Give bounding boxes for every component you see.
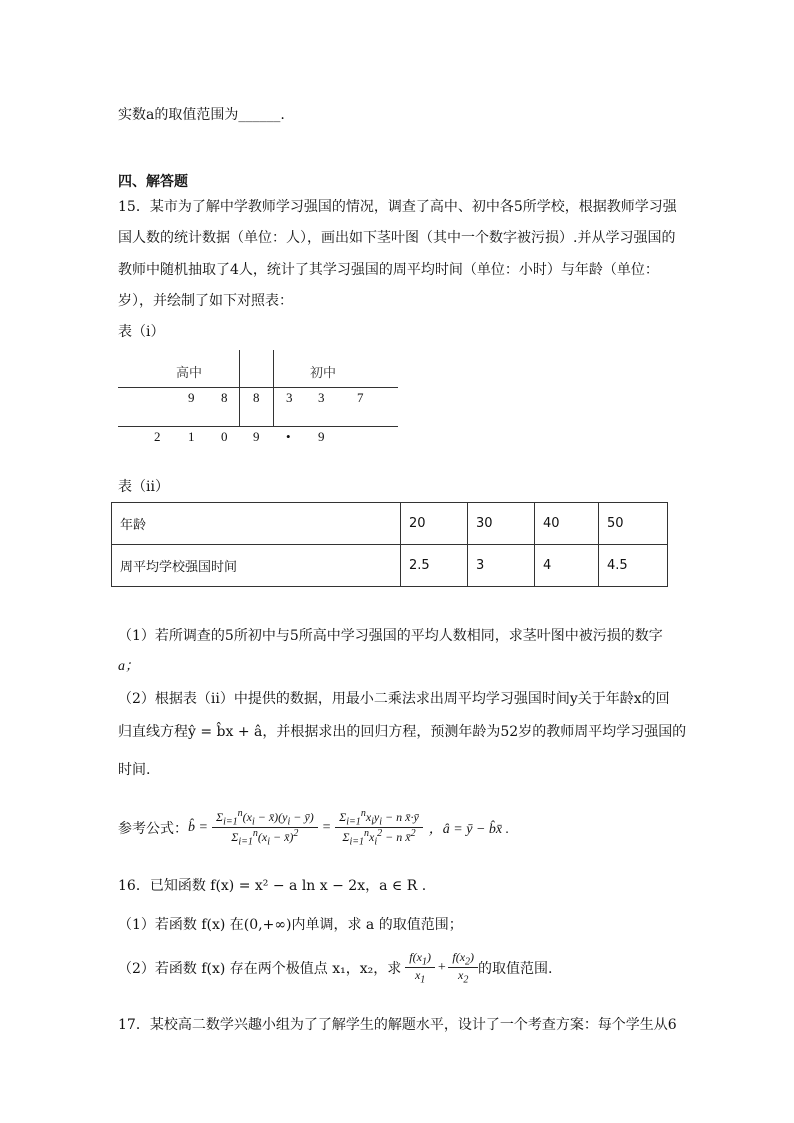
q15-line3: 教师中随机抽取了4人，统计了其学习强国的周平均时间（单位：小时）与年龄（单位：: [118, 262, 659, 278]
q15-line2: 国人数的统计数据（单位：人），画出如下茎叶图（其中一个数字被污损）.并从学习强国的: [118, 230, 676, 246]
stem: 9: [253, 429, 260, 444]
stem-leaf-plot: [118, 348, 398, 444]
q16-line1: 16．已知函数 f(x) = x² − a ln x − 2x，a ∈ R .: [118, 878, 427, 894]
leaf: 9: [188, 390, 195, 405]
formula-fraction-2: $\frac{\Sigma_{i=1}^nx_iy_i - n x̄\cdot ȳ}{\Sigma_{i=1}^nx_i^2 - n x̄^2}$: [335, 808, 423, 848]
table-cell: 年龄: [112, 503, 401, 545]
formula-b-hat: b̂ =: [188, 819, 208, 835]
q16-fraction-2: $\frac{f(x_2)}{x_2}$: [448, 950, 478, 986]
stem-leaf-left-header: 高中: [176, 366, 203, 381]
table-cell: 20: [401, 503, 468, 545]
leaf: 1: [188, 429, 195, 444]
table-cell: 3: [468, 545, 535, 587]
table-cell: 30: [468, 503, 535, 545]
q15-line4: 岁），并绘制了如下对照表：: [118, 293, 293, 309]
leaf: 0: [221, 429, 228, 444]
q17-line1: 17．某校高二数学兴趣小组为了了解学生的解题水平，设计了一个考查方案：每个学生从6: [118, 1017, 677, 1033]
formula-a-hat: ，â = ȳ − b̂x̄ .: [428, 821, 510, 837]
section-heading: 四、解答题: [118, 174, 188, 190]
table-cell: 4.5: [599, 545, 668, 587]
stem-leaf-right-header: 初中: [310, 366, 337, 381]
q16-line3-tail: 的取值范围.: [478, 960, 553, 977]
stem-leaf-rule-bottom: [118, 426, 398, 427]
formula-label: 参考公式：: [118, 820, 188, 837]
table1-label: 表（i）: [118, 324, 165, 340]
table-cell: 4: [535, 545, 599, 587]
q15-part2-line3: 时间.: [118, 762, 151, 778]
age-time-table: [111, 502, 668, 587]
stem: 8: [253, 390, 260, 405]
table-cell: 40: [535, 503, 599, 545]
smudged-leaf: •: [286, 429, 291, 444]
stem-divider-right: [273, 350, 274, 426]
q15-part2-line1: （2）根据表（ii）中提供的数据，用最小二乘法求出周平均学习强国时间y关于年龄x的回: [118, 691, 670, 707]
table-cell: 2.5: [401, 545, 468, 587]
table-row: [112, 545, 668, 587]
table2-label: 表（ii）: [118, 479, 169, 495]
q16-line3: （2）若函数 f(x) 存在两个极值点 x₁，x₂，求 $\frac{f(x_1)}{x_1}$ + $\frac{f(x_2)}{x_2}$ 的取值范围.: [118, 950, 553, 986]
leaf: 3: [318, 390, 325, 405]
stem-divider-left: [239, 350, 240, 426]
leaf: 3: [286, 390, 293, 405]
leaf: 9: [318, 429, 325, 444]
q16-line2: （1）若函数 f(x) 在(0,+∞)内单调，求 a 的取值范围；: [118, 917, 463, 933]
table-row: [112, 503, 668, 545]
leaf: 7: [357, 390, 364, 405]
table-cell: 周平均学校强国时间: [112, 545, 401, 587]
stem-leaf-rule-top: [118, 387, 398, 388]
leaf: 8: [221, 390, 228, 405]
table-cell: 50: [599, 503, 668, 545]
previous-question-tail: 实数a的取值范围为______.: [118, 107, 285, 123]
q16-fraction-1: $\frac{f(x_1)}{x_1}$: [405, 950, 435, 986]
reference-formula: 参考公式： b̂ = $\frac{\Sigma_{i=1}^n(x_i - x̄)(y_i - ȳ)}{\Sigma_{i=1}^n(x_i - x̄)^2}$ = $\frac{\Sigma_{i=1}^nx_iy_i - n x̄\cdot ȳ}{\Sigma_{i=1}^nx_i^2 - n x̄^2}$ ，â = ȳ − b̂x̄ .: [118, 808, 510, 848]
leaf: 2: [154, 429, 161, 444]
q15-part1-line2: a；: [118, 659, 139, 674]
q15-part1-line1: （1）若所调查的5所初中与5所高中学习强国的平均人数相同，求茎叶图中被污损的数字: [118, 628, 663, 644]
q15-line1: 15．某市为了解中学教师学习强国的情况，调查了高中、初中各5所学校，根据教师学习强: [118, 199, 677, 215]
q15-part2-line2: 归直线方程ŷ = b̂x + â，并根据求出的回归方程，预测年龄为52岁的教师周平均学习强国的: [118, 724, 687, 740]
q16-line3-text: （2）若函数 f(x) 存在两个极值点 x₁，x₂，求: [118, 960, 402, 977]
formula-fraction-1: $\frac{\Sigma_{i=1}^n(x_i - x̄)(y_i - ȳ)}{\Sigma_{i=1}^n(x_i - x̄)^2}$: [212, 808, 318, 848]
